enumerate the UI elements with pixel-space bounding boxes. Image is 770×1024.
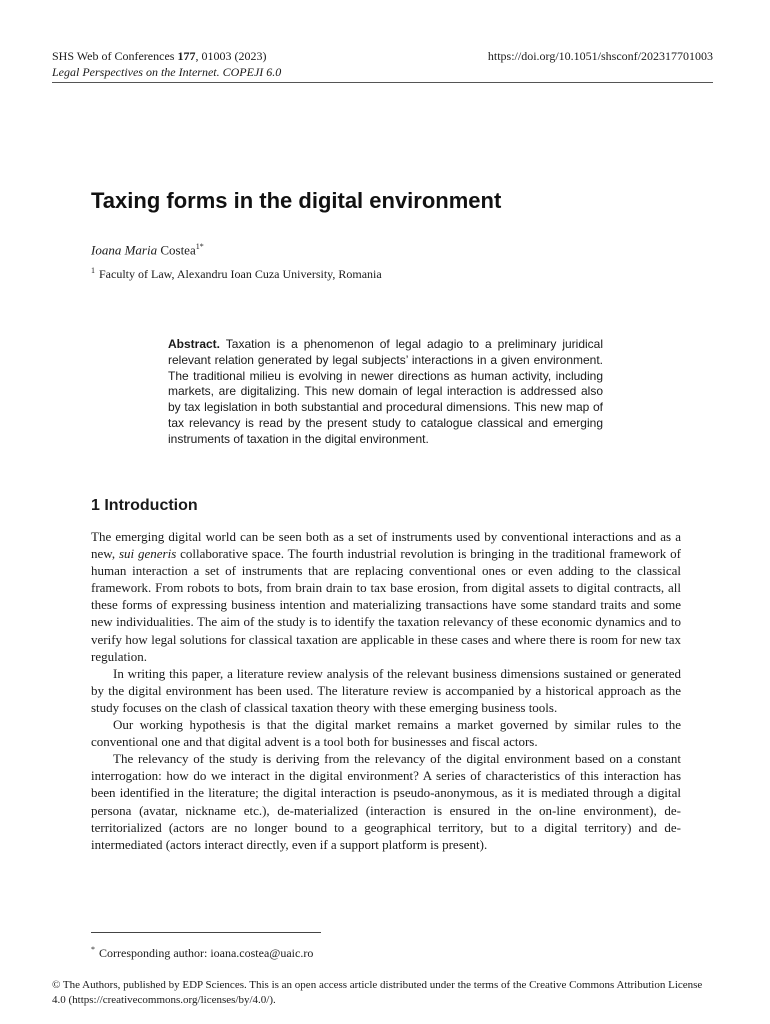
doi-link[interactable]: https://doi.org/10.1051/shsconf/202317701003	[487, 49, 713, 63]
author-line	[91, 238, 204, 259]
corresponding-author-footnote	[91, 942, 313, 961]
footnote-text: Corresponding author: ioana.costea@uaic.ro	[99, 946, 314, 960]
affiliation-text: Faculty of Law, Alexandru Ioan Cuza University, Romania	[99, 267, 382, 281]
paper-title: Taxing forms in the digital environment	[91, 188, 502, 213]
abstract-text: Taxation is a phenomenon of legal adagio to a preliminary juridical relevant relation generated by legal subjects’ interactions in a given environment. The traditional milieu is evolving in newer directions as human activity, including markets, are digitalizing. This new domain of legal interaction is addressed also by tax legislation in both substantial and procedural dimensions. This new map of tax relevancy is read by the present study to catalogue classical and emerging instruments of taxation in the digital environment.	[168, 337, 603, 446]
section-heading-introduction: 1 Introduction	[91, 497, 198, 514]
abstract-label: Abstract.	[168, 337, 221, 351]
affiliation-mark: 1	[91, 266, 95, 275]
conference-series: Legal Perspectives on the Internet. COPEJI 6.0	[52, 65, 282, 79]
footnote-divider	[91, 932, 321, 933]
author-family-name: Costea	[157, 242, 196, 258]
paragraph-4: The relevancy of the study is deriving from the relevancy of the digital environment based on a constant interrogation: how do we interact in the digital environment? A series of characteristics of this interaction has been identified in the literature; the digital interaction is pseudo-anonymous, as it is mediated through a digital persona (avatar, nickname etc.), de-materialized (interaction is ensured in the on-line environment), de-territorialized (actors are no longer bound to a geographical territory, but to a digital territory) and de-intermediated (actors interact directly, even if a support platform is present).	[91, 751, 681, 852]
body-text	[91, 528, 681, 853]
journal-citation: SHS Web of Conferences 177, 01003 (2023)	[52, 49, 267, 63]
running-header	[52, 48, 281, 80]
paragraph-1: The emerging digital world can be seen both as a set of instruments used by conventional interactions and as a new, sui generis collaborative space. The fourth industrial revolution is bringing in the traditional framework of human interaction a set of instruments that are replacing conventional ones or even adding to the classical framework. From robots to bots, from brain drain to tax base erosion, from digital assets to digital contracts, all these forms of expressing business intention and materializing transactions have some standard traits and some new individualities. The aim of the study is to identify the taxation relevancy of these economic dynamics and to verify how legal solutions for classical taxation are applicable in these cases and where there is room for new tax regulation.	[91, 529, 681, 664]
affiliation	[91, 263, 382, 282]
abstract	[168, 337, 603, 448]
paragraph-2: In writing this paper, a literature review analysis of the relevant business dimensions sustained or generated by the digital environment has been used. The literature review is accompanied by a historical approach as the study focuses on the clash of classical taxation theory with these emerging business tools.	[91, 665, 681, 715]
author-given-name: Ioana Maria	[91, 242, 158, 258]
footnote-mark: *	[91, 945, 95, 954]
paragraph-3: Our working hypothesis is that the digital market remains a market governed by similar rules to the conventional one and that digital advent is a tool both for businesses and fiscal actors.	[91, 717, 681, 750]
license-notice: © The Authors, published by EDP Sciences. This is an open access article distributed under the terms of the Creative Commons Attribution License 4.0 (https://creativecommons.org/licenses/by/4.0/).	[52, 979, 703, 1006]
author-marks: 1*	[195, 242, 204, 251]
header-divider	[52, 82, 713, 83]
volume-number: 177	[177, 49, 196, 63]
latin-term: sui generis	[118, 546, 177, 562]
